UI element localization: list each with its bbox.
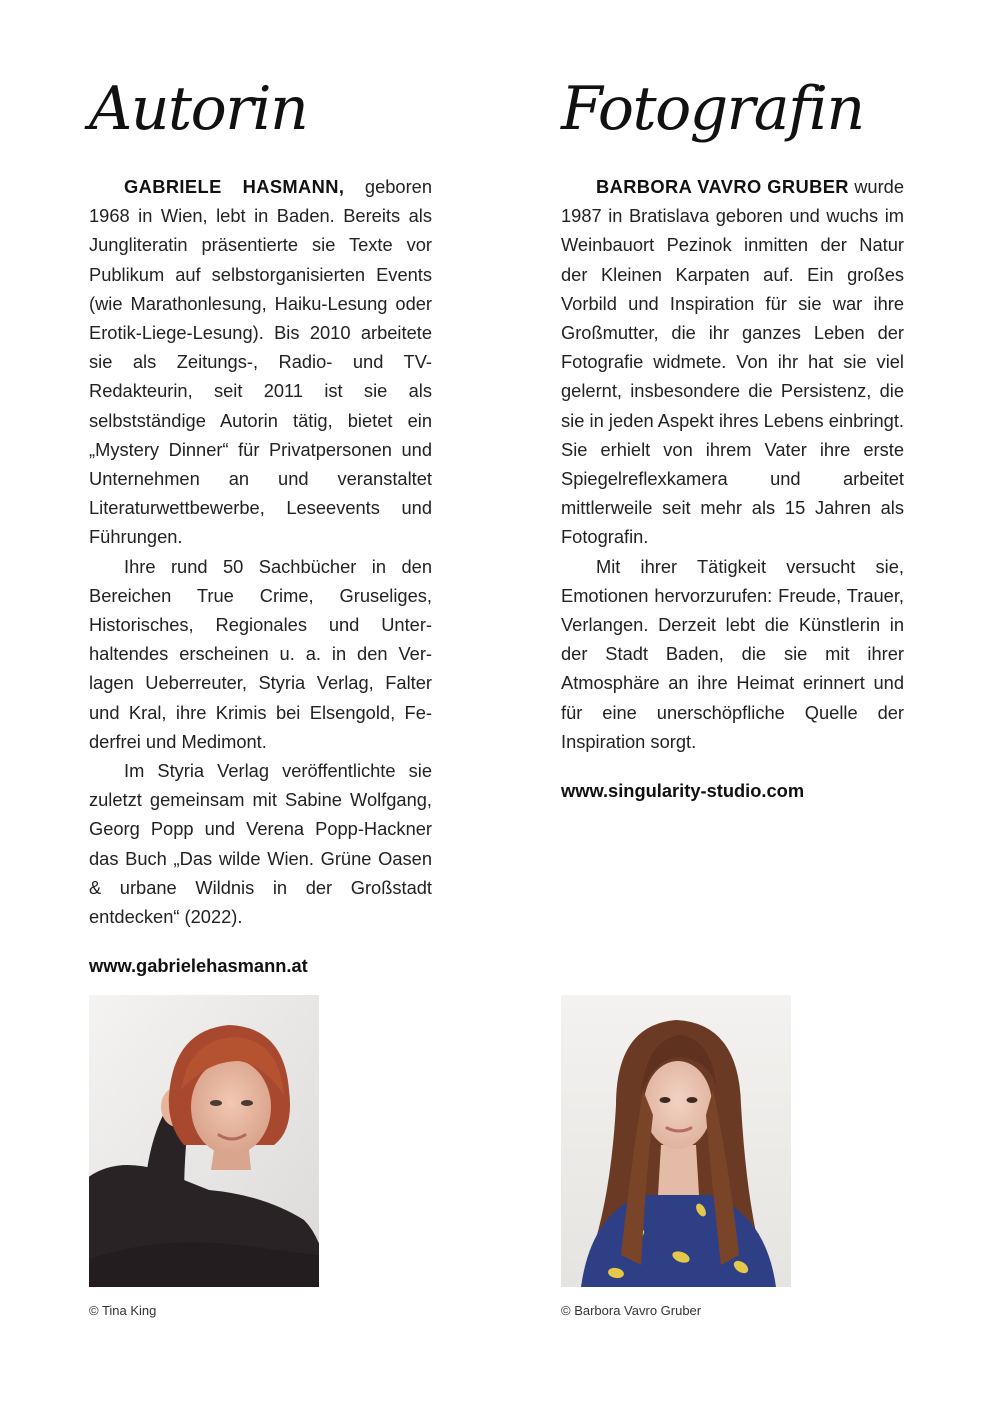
author-photo-credit: © Tina King — [89, 1303, 157, 1318]
photographer-photo — [561, 995, 791, 1287]
author-portrait-image — [89, 995, 319, 1287]
author-website-link[interactable]: www.gabrielehasmann.at — [89, 955, 308, 977]
photographer-website-link[interactable]: www.singularity-studio.com — [561, 780, 805, 802]
author-photo — [89, 995, 319, 1287]
photographer-portrait-image — [561, 995, 791, 1287]
author-name: GABRIELE HASMANN, — [124, 176, 345, 197]
photographer-bio-paragraph-2: Mit ihrer Tätigkeit versucht sie, Emotionen hervorzurufen: Freude, Trauer, Verlangen. Derzeit lebt die Künstlerin in der Stadt Baden, die sie mit ihrer Atmosphäre an ihre Heimat erinnert und für eine unerschöpfliche Quelle der Inspiration sorgt. — [561, 555, 904, 752]
author-bio-paragraph-1 — [89, 172, 432, 552]
photographer-bio — [561, 172, 904, 805]
author-heading: Autorin — [89, 74, 308, 144]
author-bio-paragraph-3: Im Styria Verlag veröffentlichte sie zuletzt gemeinsam mit Sabine Wolfgang, Georg Popp und Verena Popp-Hackner das Buch „Das wilde Wien. Grüne Oasen & urbane Wildnis in der Großstadt entdecken“ (2022). — [89, 760, 432, 928]
photographer-heading: Fotografin — [561, 74, 864, 144]
author-bio-paragraph-1-text: geboren 1968 in Wien, lebt in Baden. Bereits als Jungliteratin präsentierte sie Texte vor Publikum auf selbstorganisierten Events (wie Marathonlesung, Haiku-Lesung oder Erotik-Liege-Lesung). Bis 2010 arbeitete sie als Zeitungs-, Radio- und TV-Redakteurin, seit 2011 ist sie als selbstständige Autorin tätig, bietet ein „Mystery Dinner“ für Privatpersonen und Unternehmen an und veranstaltet Literaturwettbewerbe, Leseevents und Führungen. — [89, 176, 432, 548]
photographer-bio-paragraph-1 — [561, 172, 904, 552]
photographer-photo-credit: © Barbora Vavro Gruber — [561, 1303, 702, 1318]
author-bio — [89, 172, 432, 980]
photographer-bio-paragraph-1-text: wurde 1987 in Bratislava geboren und wuchs im Weinbauort Pezinok inmitten der Natur der Kleinen Karpaten auf. Ein großes Vorbild und Inspiration für sie war ihre Großmutter, die ihr ganzes Leben der Fotografie widmete. Von ihr hat sie viel gelernt, insbesondere die Persistenz, die sie in jeden Aspekt ihres Lebens einbringt. Sie erhielt von ihrem Vater ihre erste Spiegelreflexkamera und arbeitet mittlerweile seit mehr als 15 Jahren als Fotografin. — [561, 176, 904, 548]
photographer-name: BARBORA VAVRO GRUBER — [596, 176, 849, 197]
author-bio-paragraph-2: Ihre rund 50 Sachbücher in den Bereichen True Crime, Gruseliges, Historisches, Regionales und Unterhaltendes erscheinen u. a. in den Verlagen Ueberreuter, Styria Verlag, Falter und Kral, ihre Krimis bei Elsengold, Federfrei und Medimont. — [89, 555, 432, 752]
